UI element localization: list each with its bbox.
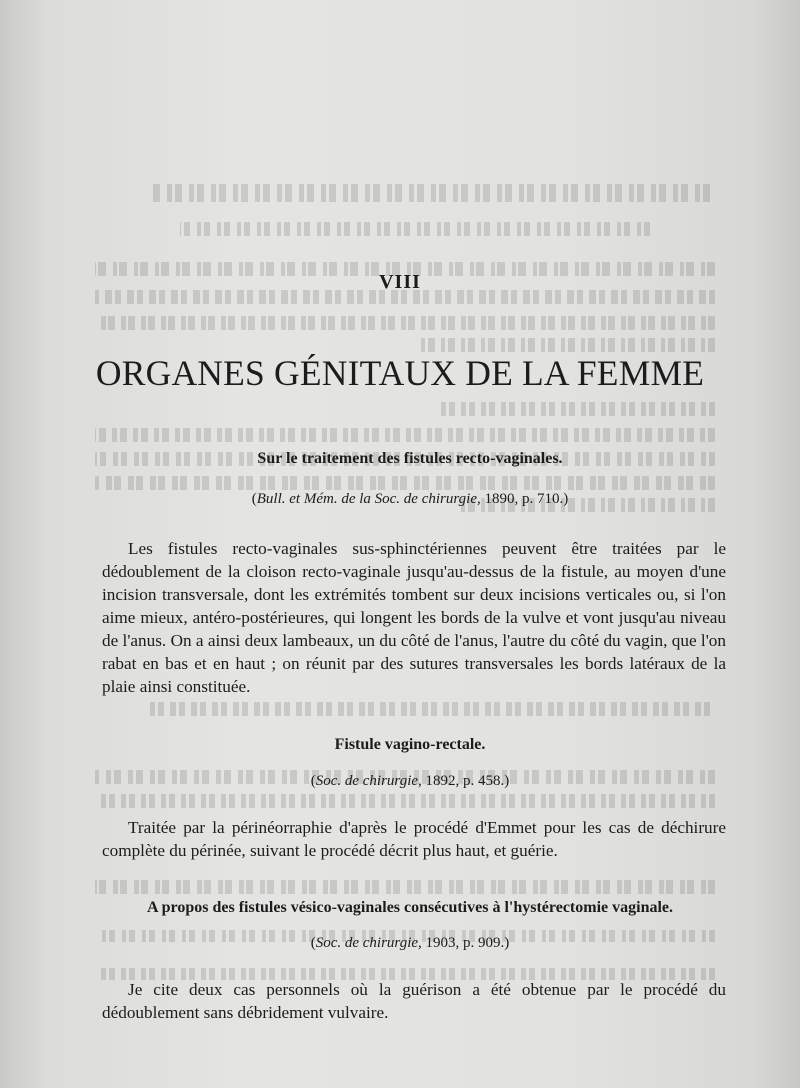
reference-details: , 1892, p. 458. bbox=[418, 773, 505, 789]
reference-details: , 1890, p. 710. bbox=[476, 491, 564, 507]
section-reference-2: (Soc. de chirurgie, 1892, p. 458.) bbox=[310, 773, 510, 789]
section-reference-1: (Bull. et Mém. de la Soc. de chirurgie, 1890, p. 710.) bbox=[251, 491, 569, 507]
reference-source: Soc. de chirurgie bbox=[315, 935, 419, 951]
reference-source: Bull. et Mém. de la Soc. de chirurgie bbox=[256, 491, 477, 507]
section-title-1: Sur le traitement des fistules recto-vaginales. bbox=[257, 450, 563, 467]
section-paragraph-1: Les fistules recto-vaginales sus-sphinctériennes peuvent être traitées par le dédoublement de la cloison recto-vaginale jusqu'au-dessus de la fistule, au moyen d'une incision transversale, dont les extrémités tombent sur deux incisions verticales ou, si l'on aime mieux, antéro-postérieures, qui longent les bords de la vulve et vont jusqu'au niveau de l'anus. On a ainsi deux lambeaux, un du côté de l'anus, l'autre du côté du vagin, que l'on rabat en bas et en haut ; on réunit par des sutures transversales les bords latéraux de la plaie ainsi constituée. bbox=[102, 539, 726, 696]
section-paragraph-2: Traitée par la périnéorraphie d'après le procédé d'Emmet pour les cas de déchirure complète du périnée, suivant le procédé décrit plus haut, et guérie. bbox=[102, 818, 726, 860]
reference-source: Soc. de chirurgie bbox=[315, 773, 419, 789]
chapter-title: ORGANES GÉNITAUX DE LA FEMME bbox=[95, 353, 705, 393]
section-title-3: A propos des fistules vésico-vaginales consécutives à l'hystérectomie vaginale. bbox=[146, 899, 674, 916]
chapter-number: VIII bbox=[379, 271, 421, 293]
section-paragraph-3: Je cite deux cas personnels où la guérison a été obtenue par le procédé du dédoublement sans débridement vulvaire. bbox=[102, 980, 726, 1022]
section-reference-3: (Soc. de chirurgie, 1903, p. 909.) bbox=[310, 935, 510, 951]
reference-details: , 1903, p. 909. bbox=[418, 935, 505, 951]
section-title-2: Fistule vagino-rectale. bbox=[334, 736, 486, 753]
